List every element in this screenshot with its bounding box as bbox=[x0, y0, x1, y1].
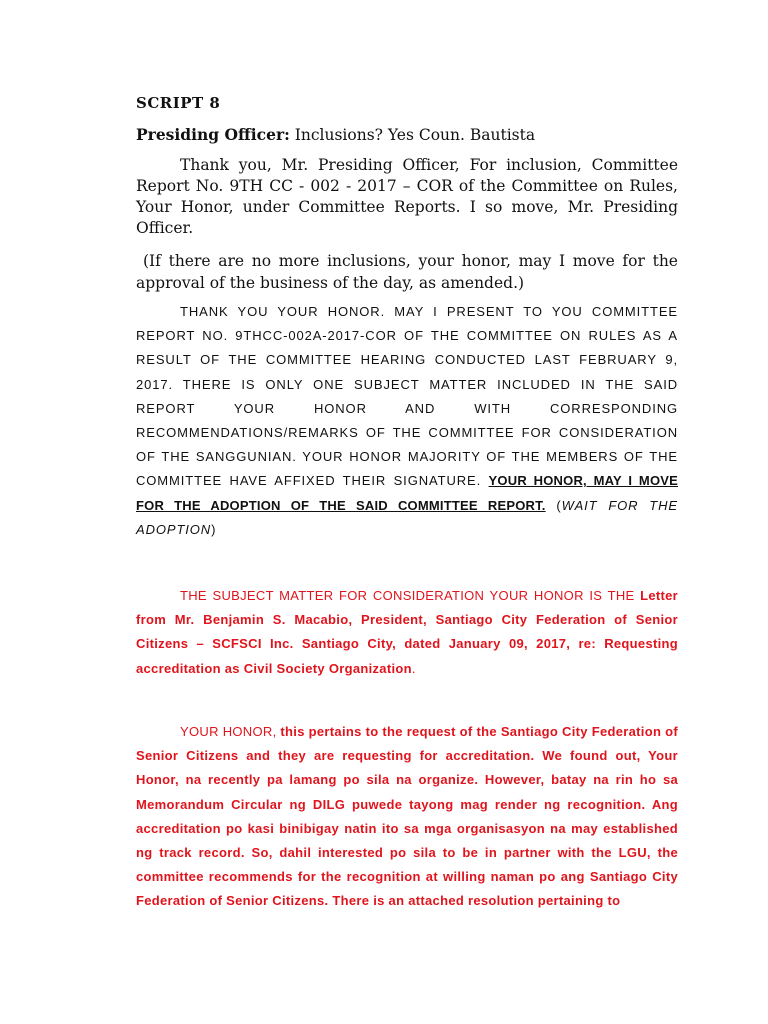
subject-matter-end: . bbox=[411, 660, 416, 676]
presiding-officer-label: Presiding Officer: bbox=[136, 125, 290, 144]
subject-matter-intro: THE SUBJECT MATTER FOR CONSIDERATION YOUR HONOR IS THE bbox=[180, 588, 641, 603]
script-title: SCRIPT 8 bbox=[136, 94, 221, 112]
councilor-motion-paragraph: Thank you, Mr. Presiding Officer, For inclusion, Committee Report No. 9TH CC - 002 - 2017 – COR of the Committee on Rules, Your Honor, under Committee Reports. I so move, Mr. Presiding Officer. bbox=[136, 156, 678, 237]
adoption-note: WAIT FOR THE ADOPTION bbox=[136, 497, 678, 537]
committee-report-paragraph bbox=[136, 300, 678, 542]
recommendation-paragraph bbox=[136, 720, 678, 914]
paren-close: ) bbox=[211, 521, 217, 537]
recommendation-body: this pertains to the request of the Santiago City Federation of Senior Citizens and they are requesting for accreditation. We found out, Your Honor, na recently pa lamang po sila na organize. However, batay na rin ho sa Memorandum Circular ng DILG puwede tayong mag render ng recognition. Ang accreditation po kasi binibigay natin ito sa mga organisasyon na may established ng track record. So, dahil interested po sila to be in partner with the LGU, the committee recommends for the recognition at willing naman po ang Santiago City Federation of Senior Citizens. There is an attached resolution pertaining to bbox=[136, 724, 678, 909]
paren-open: ( bbox=[545, 497, 562, 513]
presiding-officer-text: Inclusions? Yes Coun. Bautista bbox=[289, 126, 536, 144]
recommendation-intro: YOUR HONOR, bbox=[180, 724, 281, 739]
presiding-officer-line bbox=[136, 125, 678, 144]
approval-note-paragraph: (If there are no more inclusions, your honor, may I move for the approval of the business of the day, as amended.) bbox=[136, 252, 678, 292]
subject-matter-letter: Letter from Mr. Benjamin S. Macabio, President, Santiago City Federation of Senior Citizens – SCFSCI Inc. Santiago City, dated January 09, 2017, re: Requesting accreditation as Civil Society Organization bbox=[136, 588, 678, 676]
subject-matter-paragraph bbox=[136, 584, 678, 681]
committee-report-text: THANK YOU YOUR HONOR. MAY I PRESENT TO YOU COMMITTEE REPORT NO. 9THCC-002A-2017-COR OF THE COMMITTEE ON RULES AS A RESULT OF THE COMMITTEE HEARING CONDUCTED LAST FEBRUARY 9, 2017. THERE IS ONLY ONE SUBJECT MATTER INCLUDED IN THE SAID REPORT YOUR HONOR AND WITH CORRESPONDING RECOMMENDATIONS/REMARKS OF THE COMMITTEE FOR CONSIDERATION OF THE SANGGUNIAN. YOUR HONOR MAJORITY OF THE MEMBERS OF THE COMMITTEE HAVE AFFIXED THEIR SIGNATURE. bbox=[136, 304, 678, 489]
adoption-motion: YOUR HONOR, MAY I MOVE FOR THE ADOPTION OF THE SAID COMMITTEE REPORT. bbox=[136, 473, 679, 513]
